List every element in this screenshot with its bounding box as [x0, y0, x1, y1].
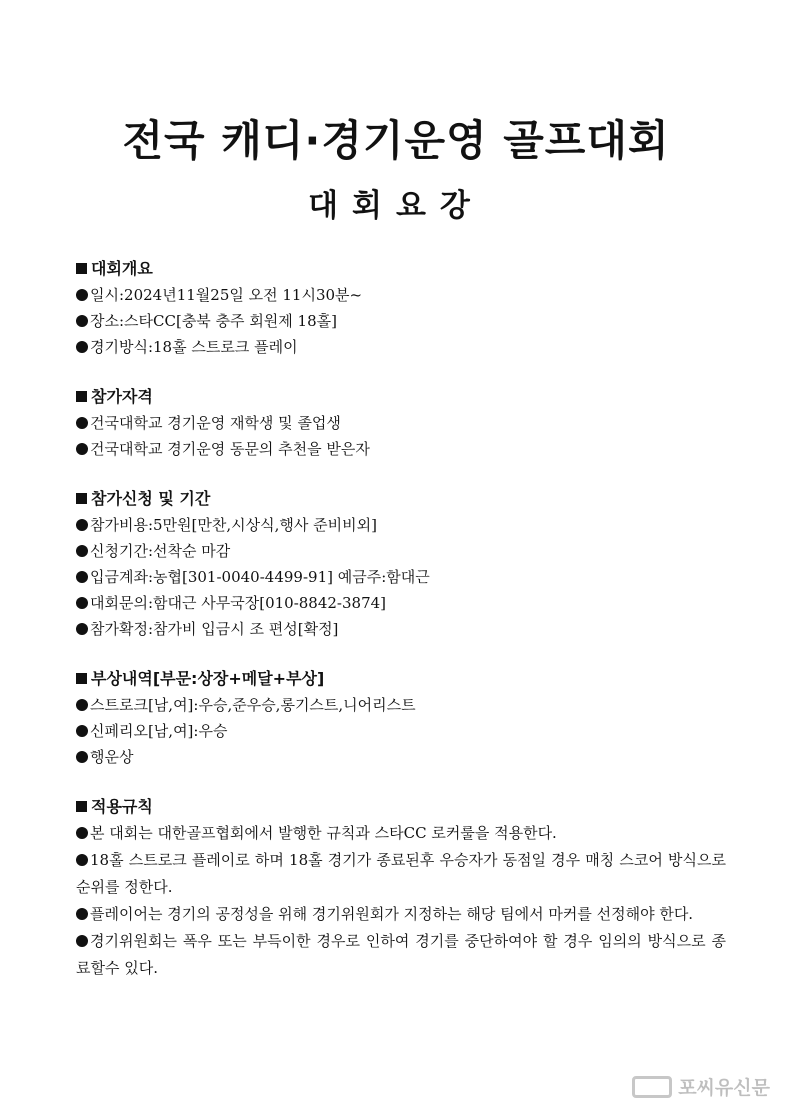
document-title: 전국 캐디·경기운영 골프대회: [122, 116, 670, 165]
list-item-text: 일시:2024년11월25일 오전 11시30분~: [90, 286, 363, 304]
circle-bullet-icon: [76, 623, 88, 635]
list-item-text: 18홀 스트로크 플레이로 하며 18홀 경기가 종료된후 우승자가 동점일 경우 매칭 스코어 방식으로 순위를 정한다.: [76, 851, 726, 896]
list-item: [76, 744, 726, 770]
list-item-text: 플레이어는 경기의 공정성을 위해 경기위원회가 지정하는 해당 팀에서 마커를 선정해야 한다.: [90, 905, 694, 923]
list-item: [76, 616, 726, 642]
circle-bullet-icon: [76, 289, 88, 301]
list-item: [76, 847, 726, 901]
list-item-text: 스트로크[남,여]:우승,준우승,롱기스트,니어리스트: [90, 696, 416, 714]
circle-bullet-icon: [76, 935, 88, 947]
square-bullet-icon: [76, 263, 87, 274]
square-bullet-icon: [76, 493, 87, 504]
list-item: [76, 282, 726, 308]
list-item: [76, 564, 726, 590]
section-overview: [76, 256, 726, 360]
circle-bullet-icon: [76, 751, 88, 763]
list-item: [76, 308, 726, 334]
watermark: [632, 1073, 770, 1100]
list-item-text: 행운상: [90, 748, 134, 766]
list-item-text: 장소:스타CC[충북 충주 회원제 18홀]: [90, 312, 337, 330]
circle-bullet-icon: [76, 908, 88, 920]
circle-bullet-icon: [76, 725, 88, 737]
list-item-text: 경기방식:18홀 스트로크 플레이: [90, 338, 298, 356]
circle-bullet-icon: [76, 341, 88, 353]
circle-bullet-icon: [76, 417, 88, 429]
list-item-text: 대회문의:함대근 사무국장[010-8842-3874]: [90, 594, 387, 612]
section-heading: [76, 256, 726, 282]
list-item: [76, 436, 726, 462]
section-heading-text: 대회개요: [91, 259, 153, 278]
circle-bullet-icon: [76, 571, 88, 583]
list-item: [76, 410, 726, 436]
list-item: [76, 718, 726, 744]
circle-bullet-icon: [76, 545, 88, 557]
list-item: [76, 901, 726, 928]
square-bullet-icon: [76, 391, 87, 402]
list-item: [76, 820, 726, 847]
circle-bullet-icon: [76, 597, 88, 609]
list-item-text: 신청기간:선착순 마감: [90, 542, 231, 560]
list-item: [76, 334, 726, 360]
section-heading-text: 참가신청 및 기간: [91, 489, 211, 508]
section-heading: [76, 666, 726, 692]
list-item-text: 건국대학교 경기운영 재학생 및 졸업생: [90, 414, 341, 432]
section-rules: [76, 794, 726, 982]
document-subtitle: 대회요강: [308, 188, 484, 224]
circle-bullet-icon: [76, 443, 88, 455]
square-bullet-icon: [76, 801, 87, 812]
section-registration: [76, 486, 726, 642]
list-item-text: 참가비용:5만원[만찬,시상식,행사 준비비외]: [90, 516, 377, 534]
watermark-text: 포씨유신문: [678, 1077, 770, 1099]
list-item-text: 건국대학교 경기운영 동문의 추천을 받은자: [90, 440, 370, 458]
section-prizes: [76, 666, 726, 770]
section-heading-text: 적용규칙: [91, 797, 153, 816]
section-heading-text: 부상내역[부문:상장+메달+부상]: [91, 669, 325, 688]
document-body: [76, 256, 726, 1006]
section-heading: [76, 384, 726, 410]
list-item: [76, 512, 726, 538]
list-item-text: 신페리오[남,여]:우승: [90, 722, 228, 740]
square-bullet-icon: [76, 673, 87, 684]
list-item-text: 입금계좌:농협[301-0040-4499-91] 예금주:함대근: [90, 568, 430, 586]
list-item-text: 본 대회는 대한골프협회에서 발행한 규칙과 스타CC 로커룰을 적용한다.: [90, 824, 557, 842]
list-item: [76, 590, 726, 616]
section-heading-text: 참가자격: [91, 387, 153, 406]
section-heading: [76, 794, 726, 820]
list-item-text: 참가확정:참가비 입금시 조 편성[확정]: [90, 620, 339, 638]
section-eligibility: [76, 384, 726, 462]
circle-bullet-icon: [76, 519, 88, 531]
list-item: [76, 538, 726, 564]
circle-bullet-icon: [76, 315, 88, 327]
circle-bullet-icon: [76, 827, 88, 839]
list-item: [76, 692, 726, 718]
section-heading: [76, 486, 726, 512]
4cu-logo-icon: [632, 1076, 672, 1098]
circle-bullet-icon: [76, 699, 88, 711]
list-item-text: 경기위원회는 폭우 또는 부득이한 경우로 인하여 경기를 중단하여야 할 경우 임의의 방식으로 종료할수 있다.: [76, 932, 726, 977]
circle-bullet-icon: [76, 854, 88, 866]
list-item: [76, 928, 726, 982]
